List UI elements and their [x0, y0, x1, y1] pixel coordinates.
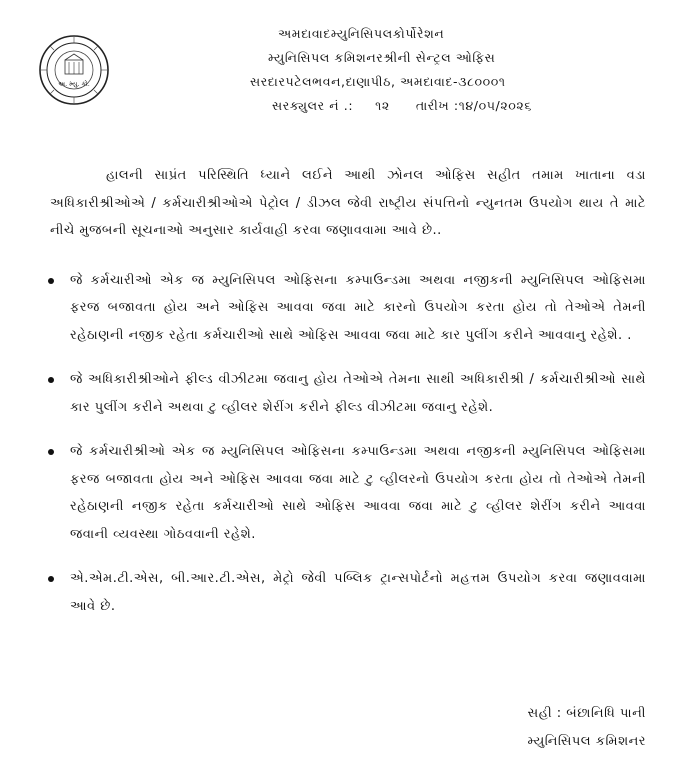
signature-name: સહી : બંછાનિધિ પાની — [527, 706, 646, 721]
circular-body — [50, 162, 646, 620]
seal-text: અ. મ્યુ. કો. — [58, 80, 90, 88]
bullet-icon — [48, 377, 54, 383]
bullet-icon — [48, 278, 54, 284]
list-item-text: એ.એમ.ટી.એસ, બી.આર.ટી.એસ, મેટ્રો જેવી પબ્લિક ટ્રાન્સપોર્ટનો મહત્તમ ઉપયોગ કરવા જણાવવામા આવે છે. — [70, 571, 646, 614]
circular-meta — [250, 94, 580, 118]
office-address: સરદારપટેલભવન,દાણાપીઠ, અમદાવાદ-૩૮૦૦૦૧ — [250, 74, 506, 89]
circular-label: સરક્યુલર નં .: — [272, 98, 354, 113]
signature-designation: મ્યુનિસિપલ કમિશનર — [527, 734, 646, 749]
bullet-icon — [48, 576, 54, 582]
letterhead — [250, 22, 580, 118]
instruction-list — [50, 267, 646, 621]
list-item — [50, 438, 646, 548]
office-name: મ્યુનિસિપલ કમિશનરશ્રીની સેન્ટ્રલ ઓફિસ — [268, 50, 496, 65]
list-item-text: જે કર્મચારીશ્રીઓ એક જ મ્યુનિસિપલ ઓફિસના કમ્પાઉન્ડમા અથવા નજીકની મ્યુનિસિપલ ઓફિસમા ફરજ બજાવતા હોય અને ઓફિસ આવવા જવા માટે ટુ વ્હીલરનો ઉપયોગ કરતા હોય તો તેઓએ તેમની રહેઠાણની નજીક રહેતા કર્મચારીઓ સાથે ઓફિસ આવવા જવા માટે ટુ વ્હીલર શેરીંગ કરીને આવવા જવાની વ્યવસ્થા ગોઠવવાની રહેશે. — [70, 444, 646, 542]
bullet-icon — [48, 449, 54, 455]
circular-date: ૧૪/૦૫/૨૦૨૬ — [458, 98, 532, 113]
intro-paragraph: હાલની સાપ્રંત પરિસ્થિતિ ધ્યાને લઈને આથી ઝોનલ ઓફિસ સહીત તમામ ખાતાના વડા અધિકારીશ્રીઓએ / કર્મચારીશ્રીઓએ પેટ્રોલ / ડીઝલ જેવી રાષ્ટ્રીય સંપત્તિનો ન્યુનતમ ઉપયોગ થાય તે માટે નીચે મુજબની સૂચનાઓ અનુસાર કાર્યવાહી કરવા જણાવવામા આવે છે.. — [50, 168, 646, 238]
list-item-text: જે અધિકારીશ્રીઓને ફીલ્ડ વીઝીટમા જવાનુ હોય તેઓએ તેમના સાથી અધિકારીશ્રી / કર્મચારીશ્રીઓ સાથે કાર પુલીંગ કરીને અથવા ટુ વ્હીલર શેરીંગ કરીને ફીલ્ડ વીઝીટમા જવાનુ રહેશે. — [70, 372, 646, 415]
date-label: તારીખ : — [415, 98, 459, 113]
amc-seal-icon — [38, 34, 110, 106]
circular-number: ૧૨ — [375, 98, 390, 113]
org-name: અમદાવાદમ્યુનિસિપલકોર્પોરેશન — [278, 26, 445, 41]
list-item — [50, 267, 646, 350]
list-item — [50, 565, 646, 620]
list-item-text: જે કર્મચારીઓ એક જ મ્યુનિસિપલ ઓફિસના કમ્પાઉન્ડમા અથવા નજીકની મ્યુનિસિપલ ઓફિસમા ફરજ બજાવતા હોય અને ઓફિસ આવવા જવા માટે કારનો ઉપયોગ કરતા હોય તો તેઓએ તેમની રહેઠાણની નજીક રહેતા કર્મચારીઓ સાથે ઓફિસ આવવા જવા માટે કાર પુલીંગ કરીને આવવાનુ રહેશે. . — [70, 272, 646, 343]
list-item — [50, 366, 646, 421]
